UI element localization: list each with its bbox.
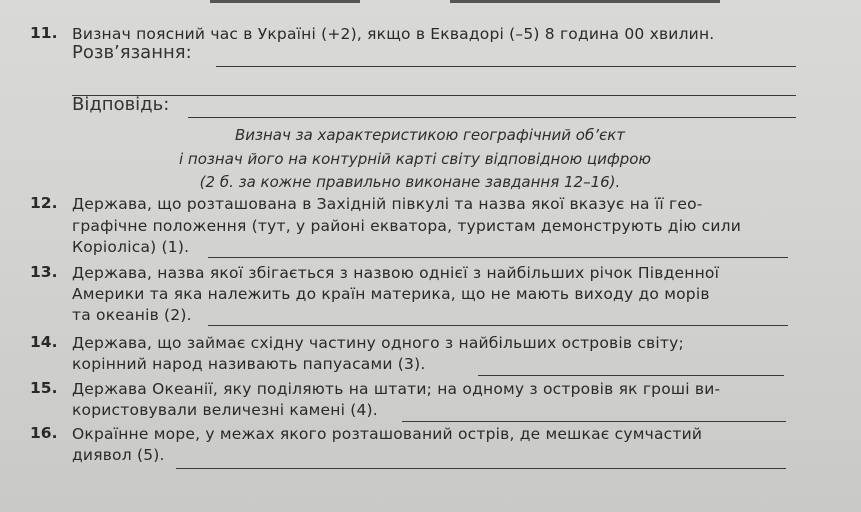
task-13-line-2: Америки та яка належить до країн материка, що не мають виходу до морів	[72, 285, 710, 303]
task-13-line-1: Держава, назва якої збігається з назвою однієї з найбільших річок Південної	[72, 264, 720, 282]
task-12-line-2: графічне положення (тут, у районі екватора, туристам демонструють дію сили	[72, 217, 741, 235]
task-11-number: 11.	[30, 24, 58, 42]
task-16-answer-line[interactable]	[176, 468, 786, 469]
solution-line-1[interactable]	[216, 66, 796, 67]
task-12-line-1: Держава, що розташована в Західній півкулі та назва якої вказує на її гео-	[72, 195, 703, 213]
instruction-line-2: і познач його на контурній карті світу відповідною цифрою	[178, 150, 652, 168]
task-12-answer-line[interactable]	[208, 257, 788, 258]
task-12-line-3: Коріоліса) (1).	[72, 238, 190, 256]
top-rule-right	[450, 0, 720, 3]
task-16-line-2: диявол (5).	[72, 446, 165, 464]
answer-label: Відповідь:	[72, 94, 170, 115]
task-15-line-2: користовували величезні камені (4).	[72, 401, 378, 419]
solution-line-2[interactable]	[72, 95, 796, 96]
task-16-number: 16.	[30, 424, 58, 442]
task-13-line-3: та океанів (2).	[72, 306, 192, 324]
task-14-line-1: Держава, що займає східну частину одного з найбільших островів світу;	[72, 334, 684, 352]
task-14-answer-line[interactable]	[478, 375, 784, 376]
task-12-number: 12.	[30, 194, 58, 212]
task-11-text: Визнач поясний час в Україні (+2), якщо в Еквадорі (–5) 8 година 00 хвилин.	[72, 25, 715, 43]
task-13-number: 13.	[30, 263, 58, 281]
instruction-line-1: Визнач за характеристикою географічний об’єкт	[234, 126, 626, 144]
task-14-line-2: корінний народ називають папуасами (3).	[72, 355, 426, 373]
answer-line[interactable]	[188, 117, 796, 118]
task-15-number: 15.	[30, 379, 58, 397]
solution-label: Розв’язання:	[72, 42, 192, 63]
top-rule-left	[210, 0, 360, 3]
instruction-line-3: (2 б. за кожне правильно виконане завдання 12–16).	[199, 173, 621, 191]
task-16-line-1: Окраїнне море, у межах якого розташований острів, де мешкає сумчастий	[72, 425, 703, 443]
task-13-answer-line[interactable]	[208, 325, 788, 326]
task-15-line-1: Держава Океанії, яку поділяють на штати; на одному з островів як гроші ви-	[72, 380, 721, 398]
task-15-answer-line[interactable]	[402, 421, 786, 422]
task-14-number: 14.	[30, 333, 58, 351]
